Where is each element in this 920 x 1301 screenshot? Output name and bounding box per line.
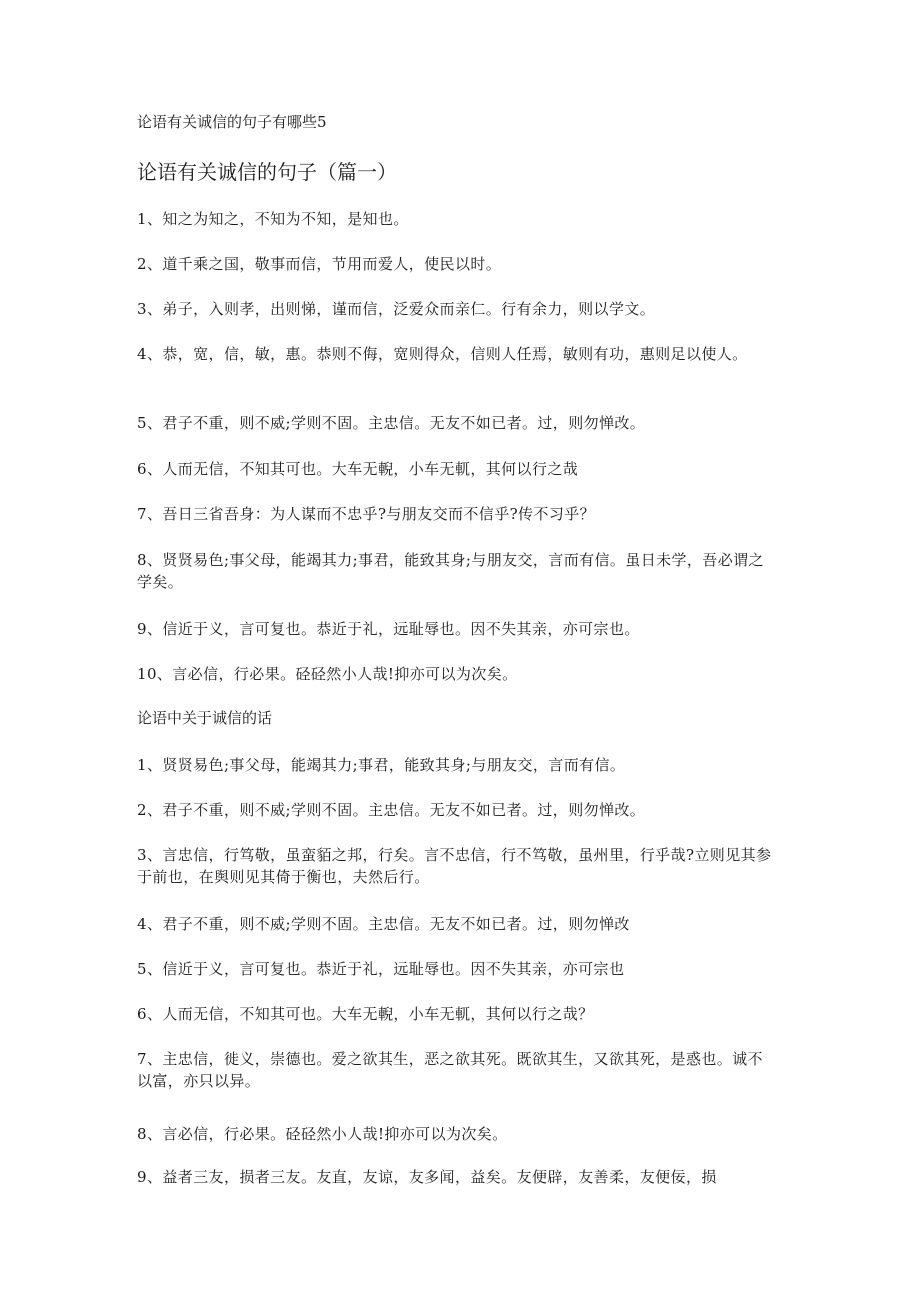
paragraph: 10、言必信，行必果。硁硁然小人哉!抑亦可以为次矣。 <box>137 665 518 683</box>
paragraph: 5、君子不重，则不威;学则不固。主忠信。无友不如已者。过，则勿惮改。 <box>137 414 646 432</box>
paragraph: 9、信近于义，言可复也。恭近于礼，远耻辱也。因不失其亲，亦可宗也。 <box>137 620 640 638</box>
paragraph: 8、贤贤易色;事父母，能竭其力;事君，能致其身;与朋友交，言而有信。虽日未学，吾必谓之学矣。 <box>137 551 764 591</box>
paragraph: 3、弟子，入则孝，出则悌，谨而信，泛爱众而亲仁。行有余力，则以学文。 <box>137 300 656 318</box>
paragraph: 7、吾日三省吾身：为人谋而不忠乎?与朋友交而不信乎?传不习乎？ <box>137 505 596 523</box>
paragraph: 7、主忠信，徙义，崇德也。爱之欲其生，恶之欲其死。既欲其生，又欲其死，是惑也。诚不以富，亦只以异。 <box>137 1050 763 1090</box>
paragraph: 3、言忠信，行笃敬，虽蛮貊之邦，行矣。言不忠信，行不笃敬，虽州里，行乎哉?立则见其参于前也，在舆则见其倚于衡也，夫然后行。 <box>137 846 772 886</box>
paragraph: 4、君子不重，则不威;学则不固。主忠信。无友不如已者。过，则勿惮改 <box>137 915 630 933</box>
paragraph: 4、恭，宽，信，敏，惠。恭则不侮，宽则得众，信则人任焉，敏则有功，惠则足以使人。 <box>137 345 748 363</box>
paragraph: 5、信近于义，言可复也。恭近于礼，远耻辱也。因不失其亲，亦可宗也 <box>137 960 625 978</box>
paragraph: 9、益者三友，损者三友。友直，友谅，友多闻，益矣。友便辟，友善柔，友便佞，损 <box>137 1168 717 1186</box>
section-heading: 论语中关于诚信的话 <box>137 709 273 727</box>
paragraph: 1、知之为知之，不知为不知，是知也。 <box>137 210 409 228</box>
paragraph: 6、人而无信，不知其可也。大车无輗，小车无軏，其何以行之哉 <box>137 460 579 478</box>
paragraph: 1、贤贤易色;事父母，能竭其力;事君，能致其身;与朋友交，言而有信。 <box>137 756 626 774</box>
document-title: 论语有关诚信的句子有哪些5 <box>137 113 327 131</box>
paragraph: 6、人而无信，不知其可也。大车无輗，小车无軏，其何以行之哉？ <box>137 1005 594 1023</box>
section-heading: 论语有关诚信的句子（篇一） <box>137 160 397 184</box>
paragraph: 2、道千乘之国，敬事而信，节用而爱人，使民以时。 <box>137 255 502 273</box>
paragraph: 8、言必信，行必果。硁硁然小人哉!抑亦可以为次矣。 <box>137 1125 508 1143</box>
paragraph: 2、君子不重，则不威;学则不固。主忠信。无友不如已者。过，则勿惮改。 <box>137 801 646 819</box>
